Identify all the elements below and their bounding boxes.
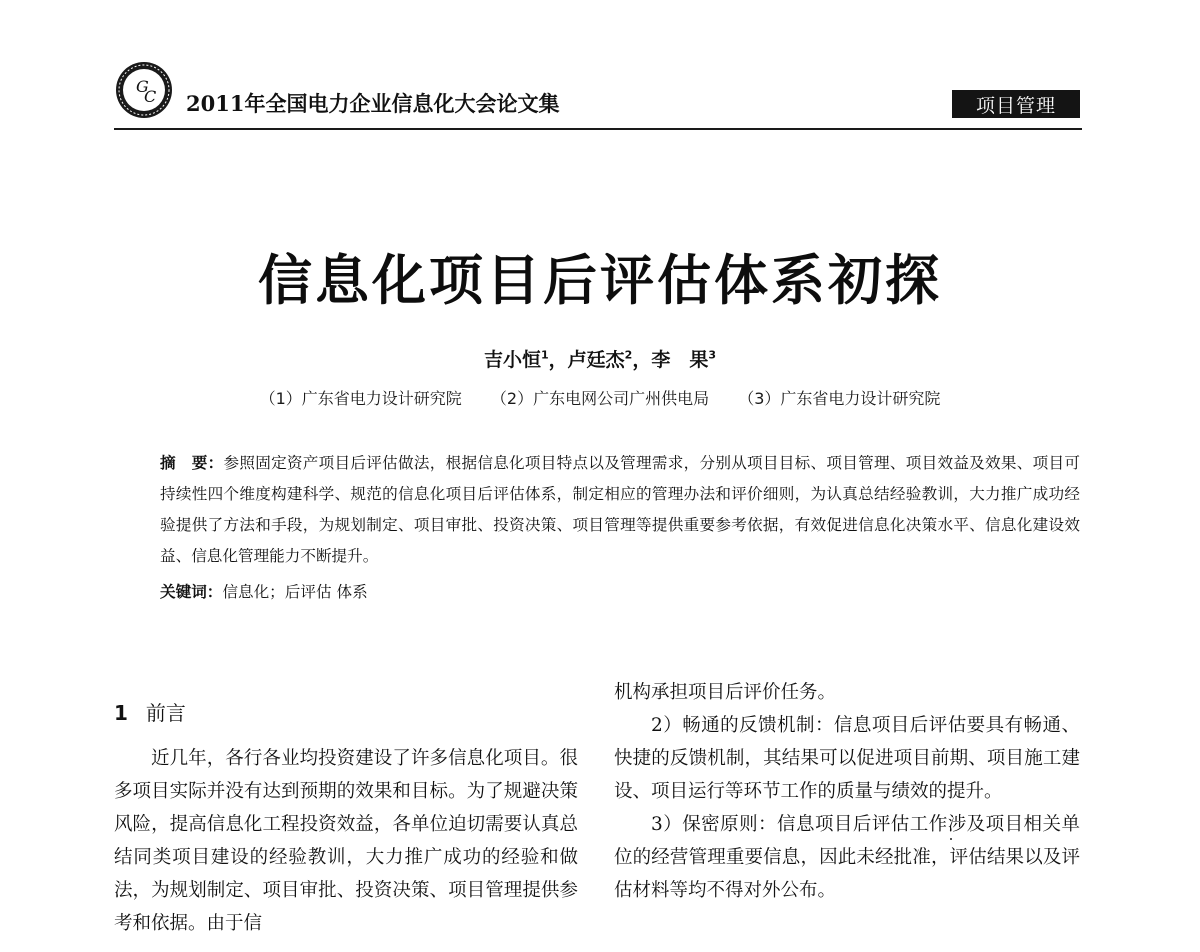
abstract-text: 参照固定资产项目后评估做法，根据信息化项目特点以及管理需求，分别从项目目标、项目管理、项目效益及效果、项目可持续性四个维度构建科学、规范的信息化项目后评估体系，制定相应的管理办法和评价细则，为认真总结经验教训，大力推广成功经验提供了方法和手段，为规划制定、项目审批、投资决策、项目管理等提供重要参考依据，有效促进信息化决策水平、信息化建设效益、信息化管理能力不断提升。 [160,454,1080,565]
abstract-label: 摘 要： [160,454,224,472]
logo-text-c: C [144,87,157,106]
author-superscript: 2 [624,348,633,362]
affiliation: （2）广东电网公司广州供电局 [490,389,710,408]
body-paragraph: 2）畅通的反馈机制：信息项目后评估要具有畅通、快捷的反馈机制，其结果可以促进项目前期、项目施工建设、项目运行等环节工作的质量与绩效的提升。 [614,715,1080,802]
right-column [614,676,1080,907]
left-column [114,742,578,940]
body-paragraph: 3）保密原则：信息项目后评估工作涉及项目相关单位的经营管理重要信息，因此未经批准，评估结果以及评估材料等均不得对外公布。 [614,814,1080,901]
affiliation-list [0,386,1200,409]
author-list [0,345,1200,372]
proceedings-title: 2011年全国电力企业信息化大会论文集 [186,91,560,116]
section-title: 前言 [145,701,186,725]
author-superscript: 1 [540,348,549,362]
author-name: 卢廷杰 [567,349,625,371]
section-tag: 项目管理 [952,90,1080,118]
author-name: 吉小恒 [483,349,541,371]
conference-logo [114,60,174,120]
header-divider [114,128,1082,130]
abstract [160,448,1080,572]
paper-title: 信息化项目后评估体系初探 [258,248,942,312]
author-superscript: 3 [708,348,717,362]
keywords-text: 信息化；后评估 体系 [222,583,368,601]
section-number: 1 [114,701,128,725]
keywords [160,580,1080,602]
author-name: 李 果 [651,349,709,371]
section-heading [114,697,186,726]
body-paragraph: 近几年，各行各业均投资建设了许多信息化项目。很多项目实际并没有达到预期的效果和目标。为了规避决策风险，提高信息化工程投资效益，各单位迫切需要认真总结同类项目建设的经验教训，大力推广成功的经验和做法，为规划制定、项目审批、投资决策、项目管理提供参考和依据。由于信 [114,748,578,934]
keywords-label: 关键词： [160,583,223,601]
logo-text-g: G [136,77,149,96]
affiliation: （1）广东省电力设计研究院 [259,389,462,408]
author-separator: ， [632,349,652,371]
affiliation: （3）广东省电力设计研究院 [738,389,941,408]
author-separator: ， [548,349,568,371]
scan-speck [950,838,952,840]
body-paragraph-continuation: 机构承担项目后评价任务。 [614,682,837,703]
